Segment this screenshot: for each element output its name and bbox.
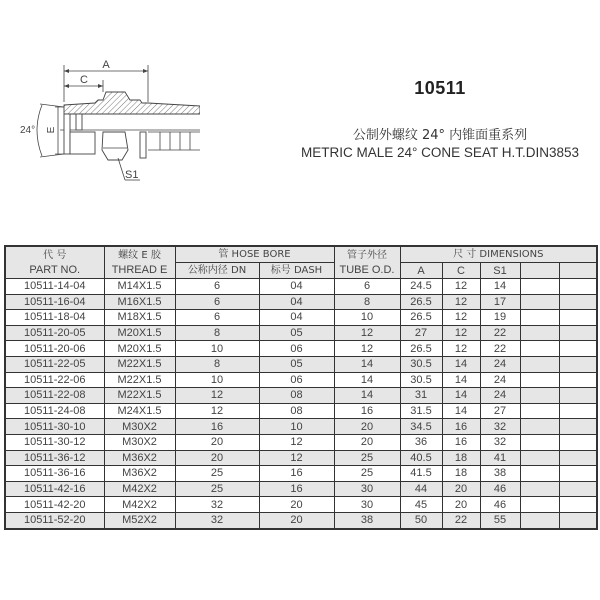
header-row-1 xyxy=(5,246,597,263)
cell-s1: 24 xyxy=(480,356,520,372)
header-blank-2 xyxy=(559,263,597,279)
cell-c: 16 xyxy=(442,434,480,450)
title-block xyxy=(280,78,600,99)
dim-a-label: A xyxy=(102,59,110,71)
cell-blank xyxy=(520,512,559,528)
cell-dash: 06 xyxy=(259,341,334,357)
cell-a: 30.5 xyxy=(400,356,442,372)
cell-dn: 6 xyxy=(175,310,259,326)
cell-a: 30.5 xyxy=(400,372,442,388)
header-tube-od xyxy=(334,246,400,279)
cell-thread: M36X2 xyxy=(104,466,175,482)
cell-part: 10511-22-06 xyxy=(5,372,104,388)
cell-dash: 10 xyxy=(259,419,334,435)
part-number-title: 10511 xyxy=(414,78,466,98)
cell-tube: 6 xyxy=(334,279,400,295)
cell-part: 10511-16-04 xyxy=(5,294,104,310)
cell-dn: 25 xyxy=(175,481,259,497)
cell-s1: 46 xyxy=(480,481,520,497)
cell-s1: 27 xyxy=(480,403,520,419)
cell-part: 10511-36-12 xyxy=(5,450,104,466)
table-row xyxy=(5,497,597,513)
cell-a: 31 xyxy=(400,388,442,404)
cell-c: 12 xyxy=(442,310,480,326)
cell-a: 26.5 xyxy=(400,294,442,310)
cell-blank xyxy=(559,481,597,497)
cell-thread: M42X2 xyxy=(104,481,175,497)
cell-c: 18 xyxy=(442,466,480,482)
cell-tube: 14 xyxy=(334,356,400,372)
cell-tube: 12 xyxy=(334,341,400,357)
cell-blank xyxy=(559,497,597,513)
header-part-no xyxy=(5,246,104,279)
cell-a: 31.5 xyxy=(400,403,442,419)
cell-s1: 41 xyxy=(480,450,520,466)
cell-part: 10511-30-10 xyxy=(5,419,104,435)
table-row xyxy=(5,341,597,357)
cell-dn: 8 xyxy=(175,325,259,341)
cell-blank xyxy=(559,356,597,372)
cell-blank xyxy=(559,325,597,341)
cell-part: 10511-42-20 xyxy=(5,497,104,513)
cell-thread: M24X1.5 xyxy=(104,403,175,419)
cell-tube: 14 xyxy=(334,388,400,404)
header-dimensions: 尺 寸 DIMENSIONS xyxy=(400,246,597,263)
cell-blank xyxy=(559,372,597,388)
cell-s1: 38 xyxy=(480,466,520,482)
cell-dn: 32 xyxy=(175,497,259,513)
header-part-no-en: PART NO. xyxy=(29,263,81,276)
cell-tube: 20 xyxy=(334,434,400,450)
cell-a: 27 xyxy=(400,325,442,341)
cell-dash: 05 xyxy=(259,356,334,372)
table-row xyxy=(5,419,597,435)
table-row xyxy=(5,466,597,482)
header-a: A xyxy=(400,263,442,279)
cell-c: 16 xyxy=(442,419,480,435)
cell-tube: 25 xyxy=(334,466,400,482)
cell-blank xyxy=(559,512,597,528)
cell-s1: 55 xyxy=(480,512,520,528)
cell-part: 10511-30-12 xyxy=(5,434,104,450)
cell-dash: 12 xyxy=(259,450,334,466)
cell-s1: 32 xyxy=(480,434,520,450)
cell-part: 10511-14-04 xyxy=(5,279,104,295)
cell-part: 10511-20-06 xyxy=(5,341,104,357)
cell-blank xyxy=(520,341,559,357)
cell-dn: 12 xyxy=(175,388,259,404)
cell-a: 45 xyxy=(400,497,442,513)
fitting-drawing xyxy=(0,40,200,200)
cell-dash: 05 xyxy=(259,325,334,341)
table-row xyxy=(5,481,597,497)
header-thread-en: THREAD E xyxy=(111,263,168,276)
cell-tube: 38 xyxy=(334,512,400,528)
cell-tube: 10 xyxy=(334,310,400,326)
cell-s1: 46 xyxy=(480,497,520,513)
cell-a: 40.5 xyxy=(400,450,442,466)
cell-c: 14 xyxy=(442,403,480,419)
cell-blank xyxy=(520,356,559,372)
cell-dn: 10 xyxy=(175,341,259,357)
cell-a: 50 xyxy=(400,512,442,528)
table-row xyxy=(5,403,597,419)
cell-thread: M18X1.5 xyxy=(104,310,175,326)
cell-a: 44 xyxy=(400,481,442,497)
cell-thread: M14X1.5 xyxy=(104,279,175,295)
table-row xyxy=(5,294,597,310)
cell-dn: 6 xyxy=(175,294,259,310)
table-row xyxy=(5,450,597,466)
cell-blank xyxy=(559,450,597,466)
cell-thread: M20X1.5 xyxy=(104,341,175,357)
cell-c: 12 xyxy=(442,325,480,341)
subtitle-chinese: 公制外螺纹 24° 内锥面重系列 xyxy=(352,128,528,143)
table-row xyxy=(5,388,597,404)
cell-blank xyxy=(559,403,597,419)
cell-blank xyxy=(520,294,559,310)
cell-dn: 6 xyxy=(175,279,259,295)
cell-dash: 12 xyxy=(259,434,334,450)
table-row xyxy=(5,434,597,450)
cell-a: 36 xyxy=(400,434,442,450)
subtitle-english: METRIC MALE 24° CONE SEAT H.T.DIN3853 xyxy=(301,145,579,160)
cell-blank xyxy=(559,279,597,295)
cell-dash: 06 xyxy=(259,372,334,388)
cell-tube: 30 xyxy=(334,481,400,497)
header-tube-en: TUBE O.D. xyxy=(339,263,395,276)
cell-tube: 14 xyxy=(334,372,400,388)
cell-c: 18 xyxy=(442,450,480,466)
header-dn: 公称内径 DN xyxy=(175,263,259,279)
header-part-no-cn: 代 号 xyxy=(43,249,67,261)
table-row xyxy=(5,310,597,326)
cell-c: 12 xyxy=(442,294,480,310)
cell-thread: M22X1.5 xyxy=(104,372,175,388)
cell-dn: 20 xyxy=(175,434,259,450)
cell-blank xyxy=(520,497,559,513)
cell-part: 10511-22-05 xyxy=(5,356,104,372)
cell-dn: 8 xyxy=(175,356,259,372)
dim-c-label: C xyxy=(80,74,88,86)
cell-s1: 24 xyxy=(480,388,520,404)
header-dash: 标号 DASH xyxy=(259,263,334,279)
header-blank-1 xyxy=(520,263,559,279)
cell-dash: 16 xyxy=(259,466,334,482)
table-row xyxy=(5,356,597,372)
cell-tube: 25 xyxy=(334,450,400,466)
cell-dash: 04 xyxy=(259,310,334,326)
cell-dn: 10 xyxy=(175,372,259,388)
cell-c: 14 xyxy=(442,372,480,388)
table-row xyxy=(5,325,597,341)
specification-table xyxy=(4,245,598,530)
cell-a: 26.5 xyxy=(400,341,442,357)
cell-thread: M42X2 xyxy=(104,497,175,513)
table-row xyxy=(5,512,597,528)
cell-blank xyxy=(559,341,597,357)
cell-tube: 12 xyxy=(334,325,400,341)
cell-dn: 25 xyxy=(175,466,259,482)
cell-c: 20 xyxy=(442,497,480,513)
cell-part: 10511-22-08 xyxy=(5,388,104,404)
cell-blank xyxy=(520,403,559,419)
cell-dn: 20 xyxy=(175,450,259,466)
cell-tube: 16 xyxy=(334,403,400,419)
cell-s1: 22 xyxy=(480,341,520,357)
cell-thread: M16X1.5 xyxy=(104,294,175,310)
hex-s1-label: S1 xyxy=(125,169,139,181)
cell-c: 20 xyxy=(442,481,480,497)
cell-blank xyxy=(520,481,559,497)
cell-s1: 24 xyxy=(480,372,520,388)
cell-dash: 16 xyxy=(259,481,334,497)
cell-dash: 20 xyxy=(259,512,334,528)
cell-blank xyxy=(559,388,597,404)
header-tube-cn: 管子外径 xyxy=(347,249,387,261)
angle-label: 24° xyxy=(20,125,36,136)
cell-dash: 08 xyxy=(259,403,334,419)
header-hose-bore: 管 HOSE BORE xyxy=(175,246,334,263)
cell-blank xyxy=(520,372,559,388)
cell-dash: 08 xyxy=(259,388,334,404)
cell-part: 10511-42-16 xyxy=(5,481,104,497)
cell-thread: M52X2 xyxy=(104,512,175,528)
cell-dash: 04 xyxy=(259,294,334,310)
cell-thread: M36X2 xyxy=(104,450,175,466)
cell-thread: M22X1.5 xyxy=(104,388,175,404)
cell-thread: M22X1.5 xyxy=(104,356,175,372)
cell-blank xyxy=(520,434,559,450)
cell-a: 41.5 xyxy=(400,466,442,482)
cell-dn: 12 xyxy=(175,403,259,419)
cell-dn: 32 xyxy=(175,512,259,528)
header-thread-cn: 螺纹 E 胶 xyxy=(118,249,161,261)
cell-s1: 14 xyxy=(480,279,520,295)
cell-s1: 32 xyxy=(480,419,520,435)
cell-c: 14 xyxy=(442,356,480,372)
cell-part: 10511-52-20 xyxy=(5,512,104,528)
cell-c: 14 xyxy=(442,388,480,404)
cell-blank xyxy=(520,466,559,482)
header-s1: S1 xyxy=(480,263,520,279)
cell-a: 26.5 xyxy=(400,310,442,326)
cell-a: 34.5 xyxy=(400,419,442,435)
dim-e-label: E xyxy=(46,126,57,134)
cell-blank xyxy=(559,310,597,326)
cell-blank xyxy=(520,419,559,435)
cell-tube: 8 xyxy=(334,294,400,310)
header-thread xyxy=(104,246,175,279)
header-c: C xyxy=(442,263,480,279)
cell-blank xyxy=(559,419,597,435)
table-body xyxy=(5,279,597,529)
cell-s1: 22 xyxy=(480,325,520,341)
cell-blank xyxy=(559,294,597,310)
cell-c: 22 xyxy=(442,512,480,528)
table-row xyxy=(5,279,597,295)
cell-s1: 19 xyxy=(480,310,520,326)
cell-thread: M30X2 xyxy=(104,419,175,435)
cell-s1: 17 xyxy=(480,294,520,310)
cell-blank xyxy=(520,325,559,341)
cell-thread: M20X1.5 xyxy=(104,325,175,341)
cell-blank xyxy=(559,466,597,482)
cell-dash: 20 xyxy=(259,497,334,513)
cell-tube: 20 xyxy=(334,419,400,435)
cell-blank xyxy=(520,279,559,295)
cell-blank xyxy=(520,310,559,326)
table-row xyxy=(5,372,597,388)
cell-c: 12 xyxy=(442,341,480,357)
cell-blank xyxy=(520,388,559,404)
cell-dash: 04 xyxy=(259,279,334,295)
cell-tube: 30 xyxy=(334,497,400,513)
cell-thread: M30X2 xyxy=(104,434,175,450)
cell-blank xyxy=(520,450,559,466)
cell-blank xyxy=(559,434,597,450)
cell-a: 24.5 xyxy=(400,279,442,295)
cell-dn: 16 xyxy=(175,419,259,435)
cell-part: 10511-36-16 xyxy=(5,466,104,482)
cell-part: 10511-24-08 xyxy=(5,403,104,419)
cell-c: 12 xyxy=(442,279,480,295)
cell-part: 10511-20-05 xyxy=(5,325,104,341)
cell-part: 10511-18-04 xyxy=(5,310,104,326)
